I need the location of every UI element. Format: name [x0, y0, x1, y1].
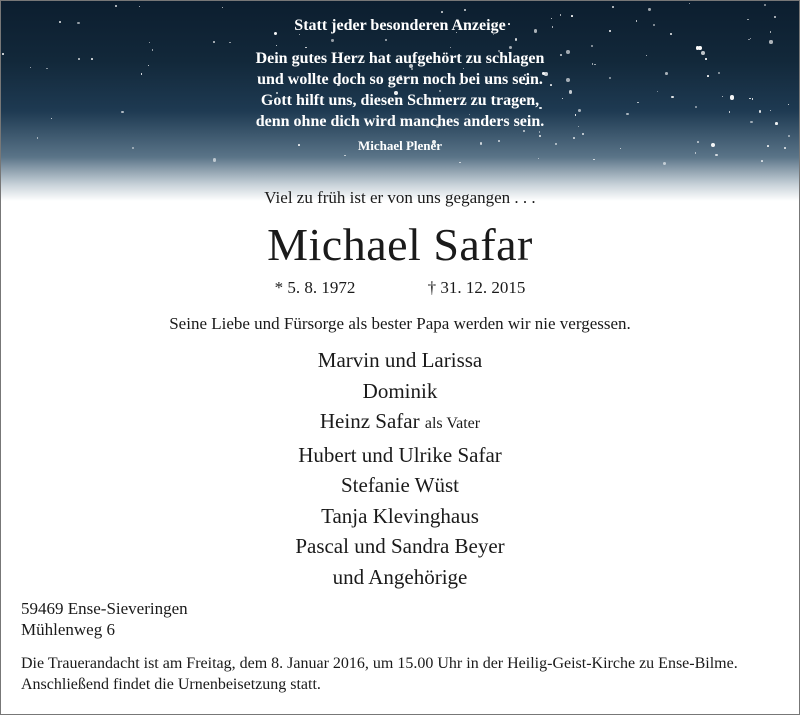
mourner-name: Stefanie Wüst	[340, 473, 459, 497]
address-block	[21, 598, 188, 640]
star-dot	[441, 11, 443, 13]
mourner-name: Tanja Klevinghaus	[321, 503, 479, 528]
star-dot	[139, 6, 141, 8]
poem-block	[1, 17, 799, 154]
mourner-name: Dominik	[362, 378, 438, 403]
mourner-name: Marvin und Larissa	[317, 348, 483, 372]
deceased-name: Michael Safar	[267, 219, 533, 270]
star-dot	[538, 158, 539, 159]
mourner-entry	[1, 562, 799, 593]
mourner-name: und Angehörige	[332, 564, 468, 589]
star-dot	[761, 160, 763, 162]
star-dot	[344, 155, 345, 156]
star-dot	[612, 6, 614, 8]
poem-line: Dein gutes Herz hat aufgehört zu schlagen	[255, 50, 545, 67]
star-dot	[115, 5, 117, 7]
poem-line: und wollte doch so gern noch bei uns sein.	[257, 71, 543, 88]
star-dot	[459, 162, 461, 164]
star-dot	[593, 159, 595, 161]
mourner-name: Hubert und Ulrike Safar	[298, 442, 502, 467]
poem-line: Gott hilft uns, diesen Schmerz zu tragen,	[260, 92, 540, 109]
notice-heading: Statt jeder besonderen Anzeige	[294, 17, 506, 34]
mourner-name: Pascal und Sandra Beyer	[295, 534, 505, 558]
mourner-entry	[1, 345, 799, 376]
mourner-entry	[1, 531, 799, 562]
poem-line: denn ohne dich wird manches anders sein.	[255, 113, 545, 130]
star-dot	[213, 158, 216, 161]
mourner-entry	[1, 406, 799, 440]
mourner-entry	[1, 376, 799, 407]
service-info: Die Trauerandacht ist am Freitag, dem 8. Januar 2016, um 15.00 Uhr in der Heilig-Geist-Kirche zu Ense-Bilme. Anschließend findet die Urnenbeisetzung statt.	[21, 655, 738, 693]
mourner-entry	[1, 501, 799, 532]
address-street: Mühlenweg 6	[21, 620, 115, 639]
star-dot	[764, 4, 766, 6]
poem-author: Michael Plener	[357, 138, 443, 153]
mourner-relation: als Vater	[424, 415, 481, 432]
star-dot	[648, 8, 650, 10]
address-city: 59469 Ense-Sieveringen	[21, 599, 188, 618]
star-dot	[689, 3, 690, 4]
life-dates	[1, 278, 799, 298]
birth-date: * 5. 8. 1972	[274, 278, 356, 297]
mourner-entry	[1, 440, 799, 471]
intro-text: Viel zu früh ist er von uns gegangen . . .	[264, 188, 536, 207]
star-dot	[464, 9, 466, 11]
mourners-list	[1, 345, 799, 592]
star-dot	[663, 162, 666, 165]
mourner-entry	[1, 470, 799, 501]
tribute-text: Seine Liebe und Fürsorge als bester Papa werden wir nie vergessen.	[169, 314, 631, 333]
death-date: † 31. 12. 2015	[427, 278, 526, 297]
mourner-name: Heinz Safar	[319, 409, 420, 433]
star-dot	[222, 7, 223, 8]
star-dot	[560, 14, 561, 15]
